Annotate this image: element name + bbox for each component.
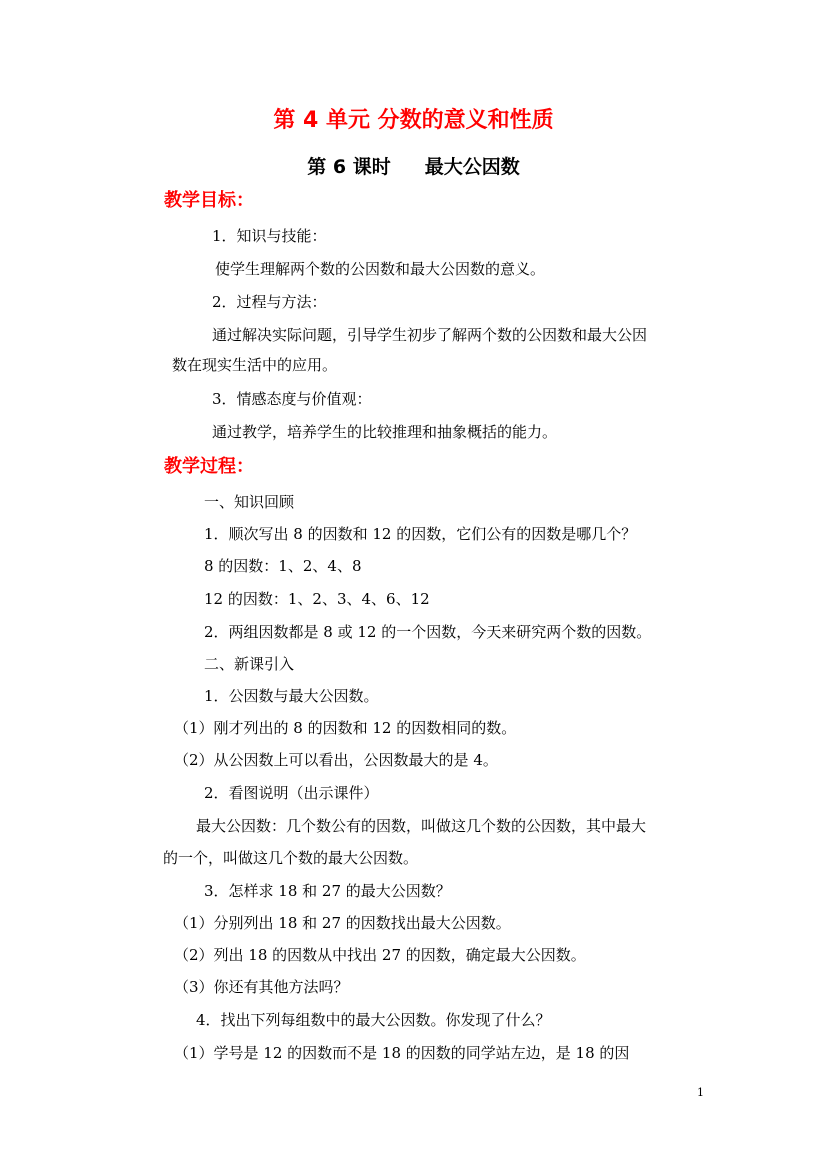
process-heading: 教学过程： bbox=[164, 456, 254, 477]
lesson-title bbox=[0, 154, 827, 180]
objective-line: 通过解决实际问题，引导学生初步了解两个数的公因数和最大公因 bbox=[212, 326, 648, 344]
process-line: 12 的因数：1、2、3、4、6、12 bbox=[204, 590, 430, 608]
process-line: 2．两组因数都是 8 或 12 的一个因数，今天来研究两个数的因数。 bbox=[204, 623, 652, 641]
objective-line: 1．知识与技能： bbox=[212, 227, 327, 245]
process-line: （1）学号是 12 的因数而不是 18 的因数的同学站左边，是 18 的因 bbox=[174, 1044, 630, 1062]
process-line: 4．找出下列每组数中的最大公因数。你发现了什么？ bbox=[196, 1011, 551, 1029]
process-line: 最大公因数：几个数公有的因数，叫做这几个数的公因数，其中最大 bbox=[196, 817, 647, 835]
process-line: （2）从公因数上可以看出，公因数最大的是 4。 bbox=[174, 751, 498, 769]
objective-line: 通过教学，培养学生的比较推理和抽象概括的能力。 bbox=[212, 423, 558, 441]
process-line: 二、新课引入 bbox=[204, 655, 295, 673]
objective-line: 数在现实生活中的应用。 bbox=[172, 356, 338, 374]
process-line: 的一个，叫做这几个数的最大公因数。 bbox=[163, 849, 419, 867]
unit-title: 第 4 单元 分数的意义和性质 bbox=[273, 108, 554, 133]
objective-line: 使学生理解两个数的公因数和最大公因数的意义。 bbox=[215, 260, 546, 278]
process-line: （1）分别列出 18 和 27 的因数找出最大公因数。 bbox=[174, 914, 511, 932]
lesson-number: 第 6 课时 bbox=[307, 156, 391, 178]
process-line: 一、知识回顾 bbox=[204, 493, 295, 511]
process-line: （3）你还有其他方法吗？ bbox=[174, 978, 349, 996]
process-line: 1．公因数与最大公因数。 bbox=[204, 687, 379, 705]
process-line: 2．看图说明（出示课件） bbox=[204, 784, 379, 802]
page-number: 1 bbox=[697, 1086, 704, 1099]
objective-line: 2．过程与方法： bbox=[212, 293, 327, 311]
objective-line: 3．情感态度与价值观： bbox=[212, 390, 372, 408]
process-line: （1）刚才列出的 8 的因数和 12 的因数相同的数。 bbox=[174, 719, 517, 737]
process-line: （2）列出 18 的因数从中找出 27 的因数，确定最大公因数。 bbox=[174, 946, 586, 964]
objectives-heading: 教学目标： bbox=[164, 190, 254, 211]
process-line: 8 的因数：1、2、4、8 bbox=[204, 557, 362, 575]
lesson-topic: 最大公因数 bbox=[424, 156, 520, 178]
process-line: 1．顺次写出 8 的因数和 12 的因数，它们公有的因数是哪几个？ bbox=[204, 525, 637, 543]
process-line: 3．怎样求 18 和 27 的最大公因数？ bbox=[204, 882, 451, 900]
